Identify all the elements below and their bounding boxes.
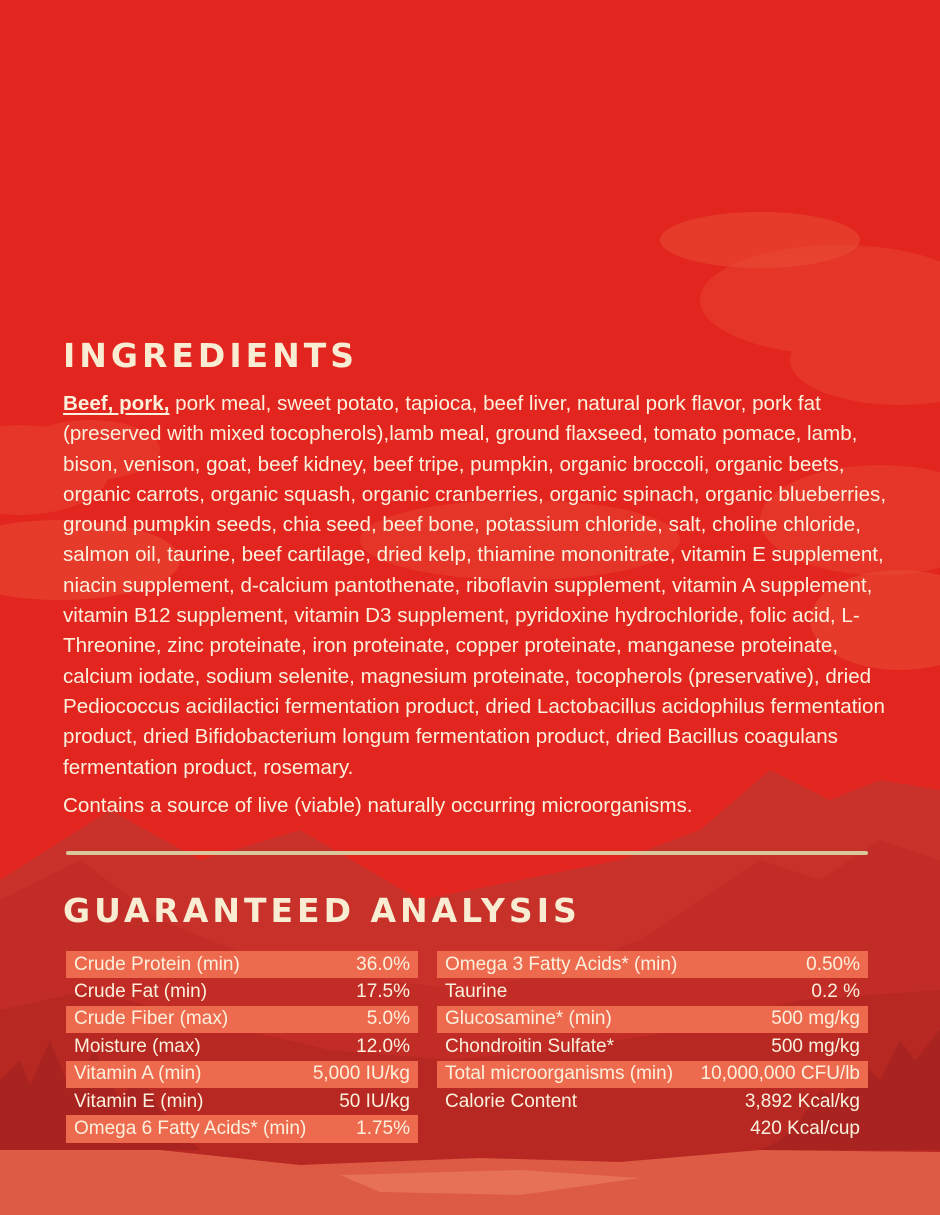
analysis-value: 5,000 IU/kg (312, 1063, 410, 1085)
analysis-value: 500 mg/kg (771, 1035, 860, 1057)
analysis-value: 12.0% (356, 1035, 410, 1057)
analysis-value: 1.75% (356, 1118, 410, 1140)
analysis-value: 17.5% (356, 981, 410, 1003)
live-microorganisms-note: Contains a source of live (viable) naturally occurring microorganisms. (63, 794, 693, 817)
analysis-row (66, 1033, 418, 1060)
analysis-row (437, 978, 868, 1005)
analysis-value: 0.2 % (811, 981, 860, 1003)
analysis-row (66, 1006, 418, 1033)
analysis-value: 3,892 Kcal/kg (744, 1090, 860, 1112)
analysis-row (66, 978, 418, 1005)
analysis-label: Vitamin E (min) (74, 1090, 204, 1112)
analysis-value: 36.0% (356, 953, 410, 975)
analysis-row (437, 1061, 868, 1088)
analysis-label: Omega 3 Fatty Acids* (min) (445, 953, 678, 975)
analysis-row (437, 1006, 868, 1033)
analysis-value: 50 IU/kg (339, 1090, 410, 1112)
analysis-value: 10,000,000 CFU/lb (700, 1063, 860, 1085)
analysis-right-column (437, 951, 868, 1143)
analysis-label: Crude Fat (min) (74, 981, 208, 1003)
analysis-label: Crude Protein (min) (74, 953, 240, 975)
analysis-label: Crude Fiber (max) (74, 1008, 229, 1030)
section-divider (66, 851, 868, 855)
analysis-row (66, 951, 418, 978)
analysis-value: 500 mg/kg (771, 1008, 860, 1030)
analysis-label: Vitamin A (min) (74, 1063, 202, 1085)
analysis-row (437, 951, 868, 978)
ingredients-heading: INGREDIENTS (63, 336, 359, 375)
analysis-label: Calorie Content (445, 1090, 578, 1112)
guaranteed-analysis-heading: GUARANTEED ANALYSIS (63, 891, 581, 930)
analysis-row (66, 1115, 418, 1142)
ingredients-list (63, 389, 893, 783)
analysis-label: Moisture (max) (74, 1035, 201, 1057)
analysis-value: 420 Kcal/cup (750, 1118, 860, 1140)
analysis-label: Taurine (445, 981, 508, 1003)
analysis-row (437, 1115, 868, 1142)
analysis-label: Chondroitin Sulfate* (445, 1035, 614, 1057)
analysis-value: 5.0% (366, 1008, 410, 1030)
ingredients-text: pork meal, sweet potato, tapioca, beef liver, natural pork flavor, pork fat (preserved with mixed tocopherols),lamb meal, ground flaxseed, tomato pomace, lamb, bison, venison, goat, beef kidney, beef tripe, pumpkin, organic broccoli, organic beets, organic carrots, organic squash, organic cranberries, organic spinach, organic blueberries, ground pumpkin seeds, chia seed, beef bone, potassium chloride, salt, choline chloride, salmon oil, taurine, beef cartilage, dried kelp, thiamine mononitrate, vitamin E supplement, niacin supplement, d-calcium pantothenate, riboflavin supplement, vitamin A supplement, vitamin B12 supplement, vitamin D3 supplement, pyridoxine hydrochloride, folic acid, L-Threonine, zinc proteinate, iron proteinate, copper proteinate, manganese proteinate, calcium iodate, sodium selenite, magnesium proteinate, tocopherols (preservative), dried Pediococcus acidilactici fermentation product, dried Lactobacillus acidophilus fermentation product, dried Bifidobacterium longum fermentation product, dried Bacillus coagulans fermentation product, rosemary. (63, 392, 887, 779)
analysis-left-column (66, 951, 418, 1143)
analysis-row (66, 1061, 418, 1088)
analysis-label: Omega 6 Fatty Acids* (min) (74, 1118, 307, 1140)
analysis-label: Glucosamine* (min) (445, 1008, 612, 1030)
analysis-label: Total microorganisms (min) (445, 1063, 674, 1085)
analysis-row (437, 1088, 868, 1115)
analysis-row (437, 1033, 868, 1060)
analysis-value: 0.50% (806, 953, 860, 975)
analysis-row (66, 1088, 418, 1115)
ingredients-lead: Beef, pork, (63, 392, 170, 415)
